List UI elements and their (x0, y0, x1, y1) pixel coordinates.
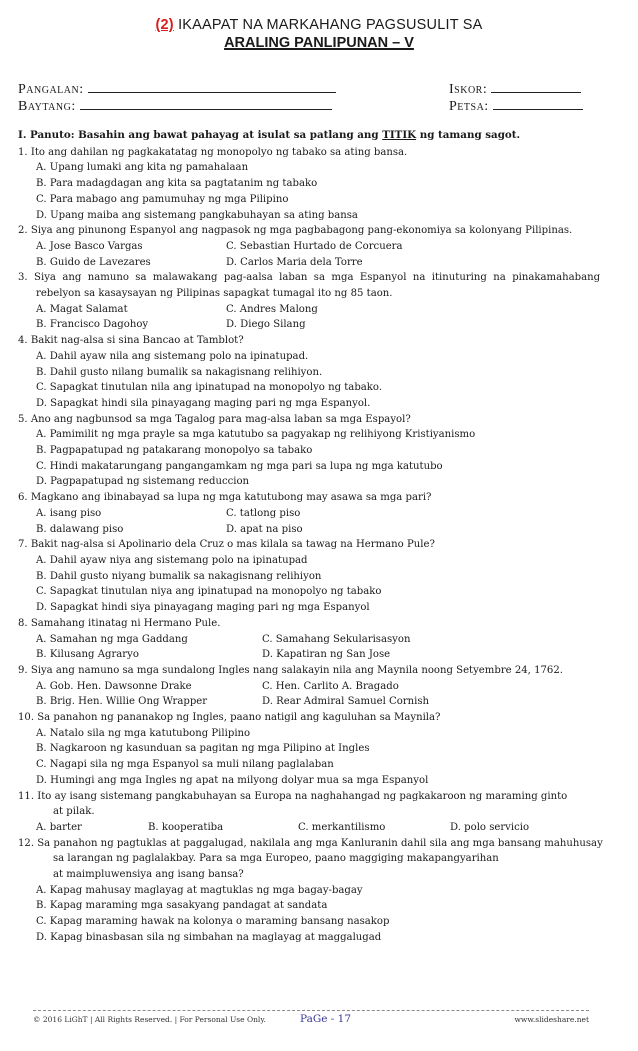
choice: D. Upang maiba ang sistemang pangkabuhayan sa ating bansa (36, 209, 358, 221)
choice: D. polo servicio (450, 821, 530, 833)
question-text-cont: rebelyon sa kasaysayan ng Pilipinas sapagkat tumagal ito ng 85 taon. (36, 288, 393, 300)
choice: B. Brig. Hen. Willie Ong Wrapper (36, 696, 208, 708)
question-text: 2. Siya ang pinunong Espanyol ang nagpasok ng mga pagbabagong pang-ekonomiya sa kolonyang Pilipinas. (18, 225, 573, 237)
choice: C. Nagapi sila ng mga Espanyol sa muli nilang paglalaban (36, 759, 334, 771)
choice: B. Kapag maraming mga sasakyang pandagat at sandata (36, 900, 328, 912)
choice: B. Nagkaroon ng kasunduan sa pagitan ng mga Pilipino at Ingles (36, 743, 370, 755)
question-text: 4. Bakit nag-alsa si sina Bancao at Tamblot? (18, 335, 244, 347)
choice: D. Pagpapatupad ng sistemang reduccion (36, 476, 250, 488)
choice: D. apat na piso (226, 523, 303, 535)
question-text-cont: sa larangan ng paglalakbay. Para sa mga Europeo, paano maggiging makapangyarihan (53, 853, 499, 865)
instructions: I. Panuto: Basahin ang bawat pahayag at isulat sa patlang ang TITIK ng tamang sagot. (18, 129, 521, 141)
choice: D. Sapagkat hindi siya pinayagang maging pari ng mga Espanyol (36, 602, 370, 614)
student-info (18, 80, 598, 114)
choice: A. barter (36, 821, 82, 833)
choice: C. Samahang Sekularisasyon (262, 633, 411, 645)
question-text: 12. Sa panahon ng pagtuklas at paggalugad, nakilala ang mga Kanluranin dahil sila ang mga bansang mahuhusay (18, 837, 603, 849)
question-text-cont: at maimpluwensiya ang isang bansa? (53, 869, 244, 881)
choice: D. Kapag binasbasan sila ng simbahan na maglayag at maggalugad (36, 931, 382, 943)
choice: C. Sapagkat tinutulan nila ang ipinatupad na monopolyo ng tabako. (36, 382, 383, 394)
choice: C. Kapag maraming hawak na kolonya o maraming bansang nasakop (36, 916, 390, 928)
choice: D. Diego Silang (226, 319, 306, 331)
choice: B. Dahil gusto niyang bumalik sa nakagisnang relihiyon (36, 570, 322, 582)
choice: A. Pamimilit ng mga prayle sa mga katutubo sa pagyakap ng relihiyong Kristiyanismo (36, 429, 476, 441)
baytang-blank[interactable] (80, 97, 332, 110)
question-text: 1. Ito ang dahilan ng pagkakatatag ng monopolyo ng tabako sa ating bansa. (18, 146, 408, 158)
choice: B. Kilusang Agraryo (36, 649, 139, 661)
choice: C. Sapagkat tinutulan niya ang ipinatupad na monopolyo ng tabako (36, 586, 382, 598)
pangalan-label: Pangalan: (18, 82, 84, 97)
choice: B. dalawang piso (36, 523, 124, 535)
page-footer (33, 1013, 589, 1031)
question-text: 9. Siya ang namuno sa mga sundalong Ingles nang salakayin nila ang Maynila noong Setyembre 24, 1762. (18, 664, 563, 676)
footer-divider (33, 1010, 589, 1011)
choice: C. Hen. Carlito A. Bragado (262, 680, 399, 692)
choice: A. Jose Basco Vargas (36, 240, 143, 252)
subject-title: ARALING PANLIPUNAN – V (224, 35, 414, 51)
choice: B. Guido de Lavezares (36, 256, 151, 268)
source-site: www.slideshare.net (514, 1015, 589, 1024)
choice: A. Kapag mahusay maglayag at magtuklas ng mga bagay-bagay (36, 884, 363, 896)
choice: A. Dahil ayaw niya ang sistemang polo na ipinatupad (36, 554, 308, 566)
choice: C. Hindi makatarungang pangangamkam ng mga pari sa lupa ng mga katutubo (36, 460, 443, 472)
choice: C. merkantilismo (298, 821, 386, 833)
choice: C. Para mabago ang pamumuhay ng mga Pilipino (36, 193, 289, 205)
exam-content (18, 128, 618, 946)
choice: A. isang piso (36, 507, 102, 519)
choice: A. Natalo sila ng mga katutubong Pilipino (36, 727, 251, 739)
choice: D. Kapatiran ng San Jose (262, 649, 391, 661)
exam-title (0, 16, 638, 34)
choice: B. Pagpapatupad ng patakarang monopolyo sa tabako (36, 445, 313, 457)
question-text: 6. Magkano ang ibinabayad sa lupa ng mga katutubong may asawa sa mga pari? (18, 492, 432, 504)
choice: B. kooperatiba (148, 821, 224, 833)
choice: B. Para madagdagan ang kita sa pagtatanim ng tabako (36, 178, 318, 190)
choice: A. Samahan ng mga Gaddang (36, 633, 188, 645)
choice: A. Upang lumaki ang kita ng pamahalaan (36, 162, 249, 174)
choice: D. Humingi ang mga Ingles ng apat na milyong dolyar mua sa mga Espanyol (36, 774, 429, 786)
choice: D. Sapagkat hindi sila pinayagang maging pari ng mga Espanyol. (36, 397, 371, 409)
iskor-label: Iskor: (449, 82, 488, 97)
exam-number: (2) (155, 17, 174, 33)
choice: A. Magat Salamat (36, 303, 128, 315)
choice: C. tatlong piso (226, 507, 301, 519)
question-text: 5. Ano ang nagbunsod sa mga Tagalog para mag-alsa laban sa mga Espayol? (18, 413, 411, 425)
choice: D. Rear Admiral Samuel Cornish (262, 696, 430, 708)
question-text: 7. Bakit nag-alsa si Apolinario dela Cruz o mas kilala sa tawag na Hermano Pule? (18, 539, 435, 551)
question-text: 11. Ito ay isang sistemang pangkabuhayan sa Europa na naghahangad ng pagkakaroon ng maraming ginto (18, 790, 568, 802)
choice: C. Sebastian Hurtado de Corcuera (226, 240, 403, 252)
choice: C. Andres Malong (226, 303, 318, 315)
baytang-label: Baytang: (18, 99, 76, 114)
question-text-cont: at pilak. (53, 806, 95, 818)
petsa-blank[interactable] (493, 97, 583, 110)
choice: A. Dahil ayaw nila ang sistemang polo na ipinatupad. (36, 350, 309, 362)
choice: B. Francisco Dagohoy (36, 319, 149, 331)
petsa-label: Petsa: (449, 99, 489, 114)
choice: B. Dahil gusto nilang bumalik sa nakagisnang relihiyon. (36, 366, 323, 378)
question-text: 10. Sa panahon ng pananakop ng Ingles, paano natigil ang kaguluhan sa Maynila? (18, 712, 441, 724)
question-text: 8. Samahang itinatag ni Hermano Pule. (18, 617, 221, 629)
copyright-text: © 2016 LiGhT | All Rights Reserved. | For Personal Use Only. (33, 1015, 266, 1024)
iskor-blank[interactable] (491, 80, 581, 93)
exam-title-line1: IKAAPAT NA MARKAHANG PAGSUSULIT SA (178, 17, 483, 33)
question-text: 3. Siya ang namuno sa malawakang pag-aalsa laban sa mga Espanyol na itinuturing na pinakamahabang (18, 272, 601, 284)
pangalan-blank[interactable] (88, 80, 336, 93)
choice: A. Gob. Hen. Dawsonne Drake (36, 680, 192, 692)
page-header (0, 16, 638, 52)
choice: D. Carlos Maria dela Torre (226, 256, 363, 268)
page-number: PaGe - 17 (300, 1013, 352, 1025)
